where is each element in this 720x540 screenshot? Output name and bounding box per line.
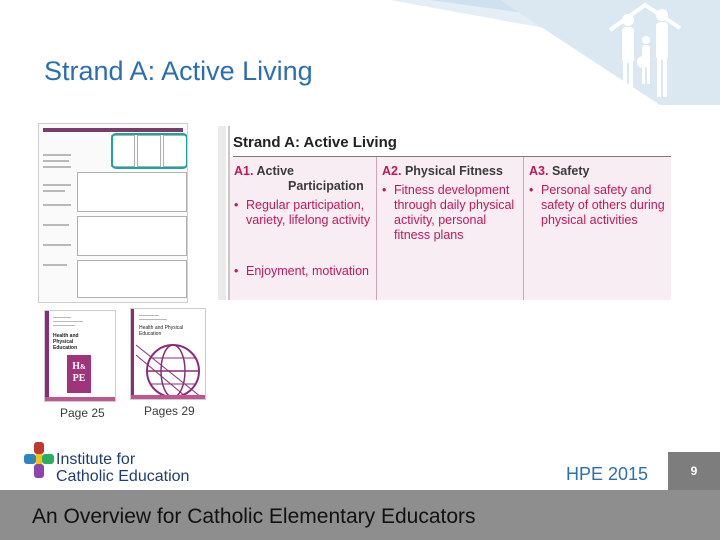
thumbnail-cell [77, 216, 187, 256]
caption-page-25: Page 25 [60, 406, 105, 420]
book-cover-right [130, 308, 206, 400]
bullet-a2-1: • Fitness development through daily physical activity, personal fitness plans [382, 183, 520, 243]
footer-text: An Overview for Catholic Elementary Educators [32, 505, 476, 528]
ice-logo-text [56, 451, 189, 485]
book-right-title: Health and Physical Education [139, 325, 184, 337]
hpe-logo-pe: PE [72, 373, 86, 384]
slide-title: Strand A: Active Living [44, 56, 313, 86]
ice-logo-line2: Catholic Education [56, 468, 190, 485]
bullet-a1-2: • Enjoyment, motivation [234, 264, 372, 279]
family-banner-graphic [0, 0, 720, 105]
column-heading-a1-line1: Active [256, 164, 294, 178]
thumbnail-cell [77, 260, 187, 298]
hpe-logo [67, 355, 91, 393]
ice-cross-logo-icon [20, 440, 60, 484]
strand-table-title: Strand A: Active Living [233, 134, 397, 151]
strand-a-table [218, 126, 671, 300]
globe-graphic-icon [131, 333, 206, 400]
book-left-title: Health and Physical Education [53, 333, 79, 351]
column-heading-a2 [382, 164, 503, 179]
book-cover-left [44, 310, 116, 402]
thumbnail-header-bar [43, 128, 183, 132]
column-number-a1: A1. [234, 164, 254, 178]
program-label: HPE 2015 [566, 464, 649, 484]
thumbnail-cell [77, 172, 187, 212]
column-heading-a1 [234, 164, 294, 179]
hpe-logo-amp: & [79, 363, 86, 371]
page-number: 9 [668, 452, 720, 490]
curriculum-overview-thumbnail [38, 123, 188, 303]
hpe-logo-h: H [72, 361, 80, 372]
bullet-a3-1: • Personal safety and safety of others during physical activities [529, 183, 667, 228]
column-heading-a3-line1: Safety [551, 164, 590, 178]
ice-logo-line1: Institute for [56, 451, 136, 468]
top-banner [0, 0, 720, 105]
column-heading-a2-line1: Physical Fitness [404, 164, 503, 178]
bullet-a1-1: • Regular participation, variety, lifelong activity [234, 198, 372, 228]
column-number-a2: A2. [382, 164, 402, 178]
highlight-box [111, 133, 188, 169]
column-heading-a1-line2: Participation [288, 179, 364, 193]
column-number-a3: A3. [529, 164, 549, 178]
column-heading-a3 [529, 164, 589, 179]
caption-pages-29: Pages 29 [144, 404, 195, 418]
